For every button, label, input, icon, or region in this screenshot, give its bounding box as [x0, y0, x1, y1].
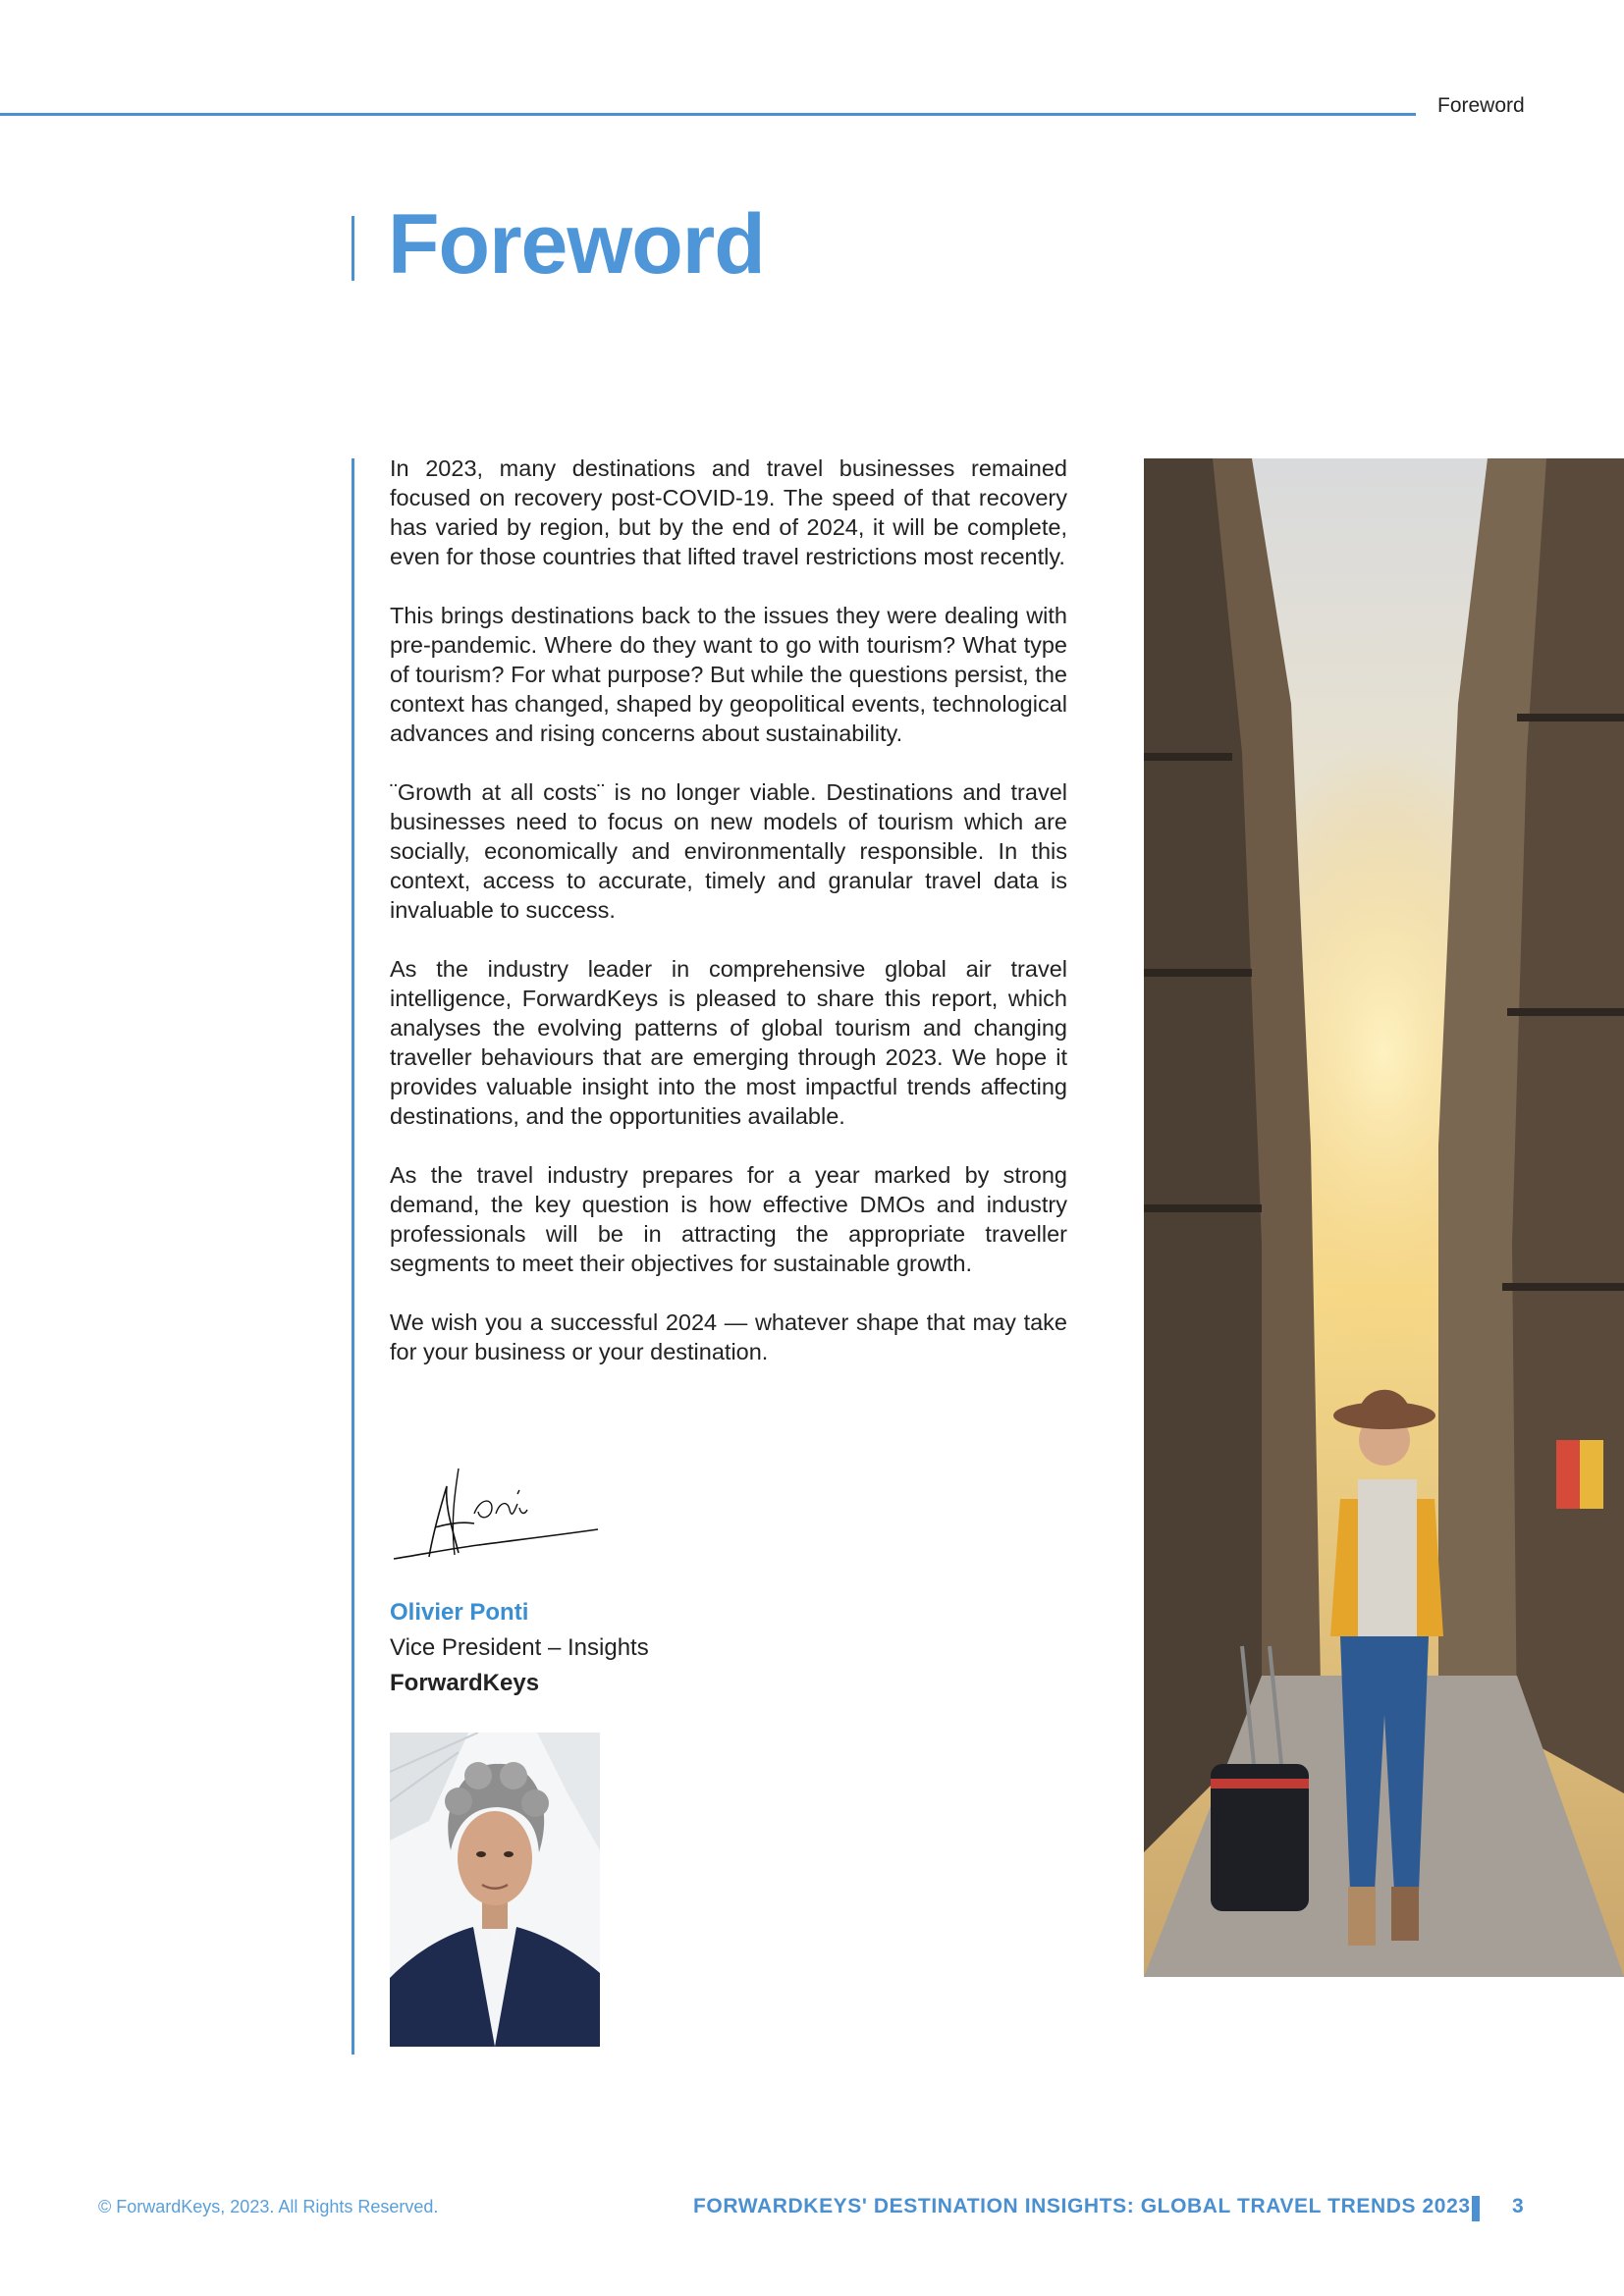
paragraph-4: As the industry leader in comprehensive global air travel intelligence, ForwardKeys is pleased to share this report, which analyses the evolving patterns of global tourism and changing traveller behaviours that are emerging through 2023. We hope it provides valuable insight into the most impactful trends affecting destinations, and the opportunities available.	[390, 956, 1067, 1129]
header-rule	[0, 113, 1416, 116]
travel-photo	[1144, 458, 1624, 1977]
footer-report-title: FORWARDKEYS' DESTINATION INSIGHTS: GLOBAL TRAVEL TRENDS 2023	[693, 2195, 1471, 2217]
page-number: 3	[1512, 2195, 1524, 2217]
footer-separator-mark	[1472, 2196, 1480, 2221]
title-accent-bar	[352, 216, 354, 281]
page-title: Foreword	[388, 197, 765, 292]
signatory-name: Olivier Ponti	[390, 1599, 529, 1626]
handwritten-signature	[390, 1465, 601, 1569]
footer-copyright: © ForwardKeys, 2023. All Rights Reserved.	[98, 2197, 439, 2216]
paragraph-2: This brings destinations back to the issues they were dealing with pre-pandemic. Where do they want to go with tourism? What type of tourism? For what purpose? But while the questions persist, the context has changed, shaped by geopolitical events, technological advances and rising concerns about sustainability.	[390, 603, 1067, 746]
signatory-company: ForwardKeys	[390, 1670, 540, 1696]
paragraph-5: As the travel industry prepares for a year marked by strong demand, the key question is how effective DMOs and industry professionals will be in attracting the appropriate traveller segments to meet their objectives for sustainable growth.	[390, 1162, 1067, 1276]
header-section-label: Foreword	[1437, 94, 1525, 117]
paragraph-1: In 2023, many destinations and travel businesses remained focused on recovery post-COVID-19. The speed of that recovery has varied by region, but by the end of 2024, it will be complete, even for those countries that lifted travel restrictions most recently.	[390, 455, 1067, 569]
paragraph-6: We wish you a successful 2024 — whatever shape that may take for your business or your destination.	[390, 1309, 1067, 1364]
foreword-body	[390, 454, 1067, 1396]
content-accent-bar	[352, 458, 354, 2055]
signatory-role: Vice President – Insights	[390, 1634, 649, 1661]
portrait-photo	[390, 1733, 600, 2047]
paragraph-3: ¨Growth at all costs¨ is no longer viable. Destinations and travel businesses need to focus on new models of tourism which are socially, economically and environmentally responsible. In this context, access to accurate, timely and granular travel data is invaluable to success.	[390, 779, 1067, 923]
